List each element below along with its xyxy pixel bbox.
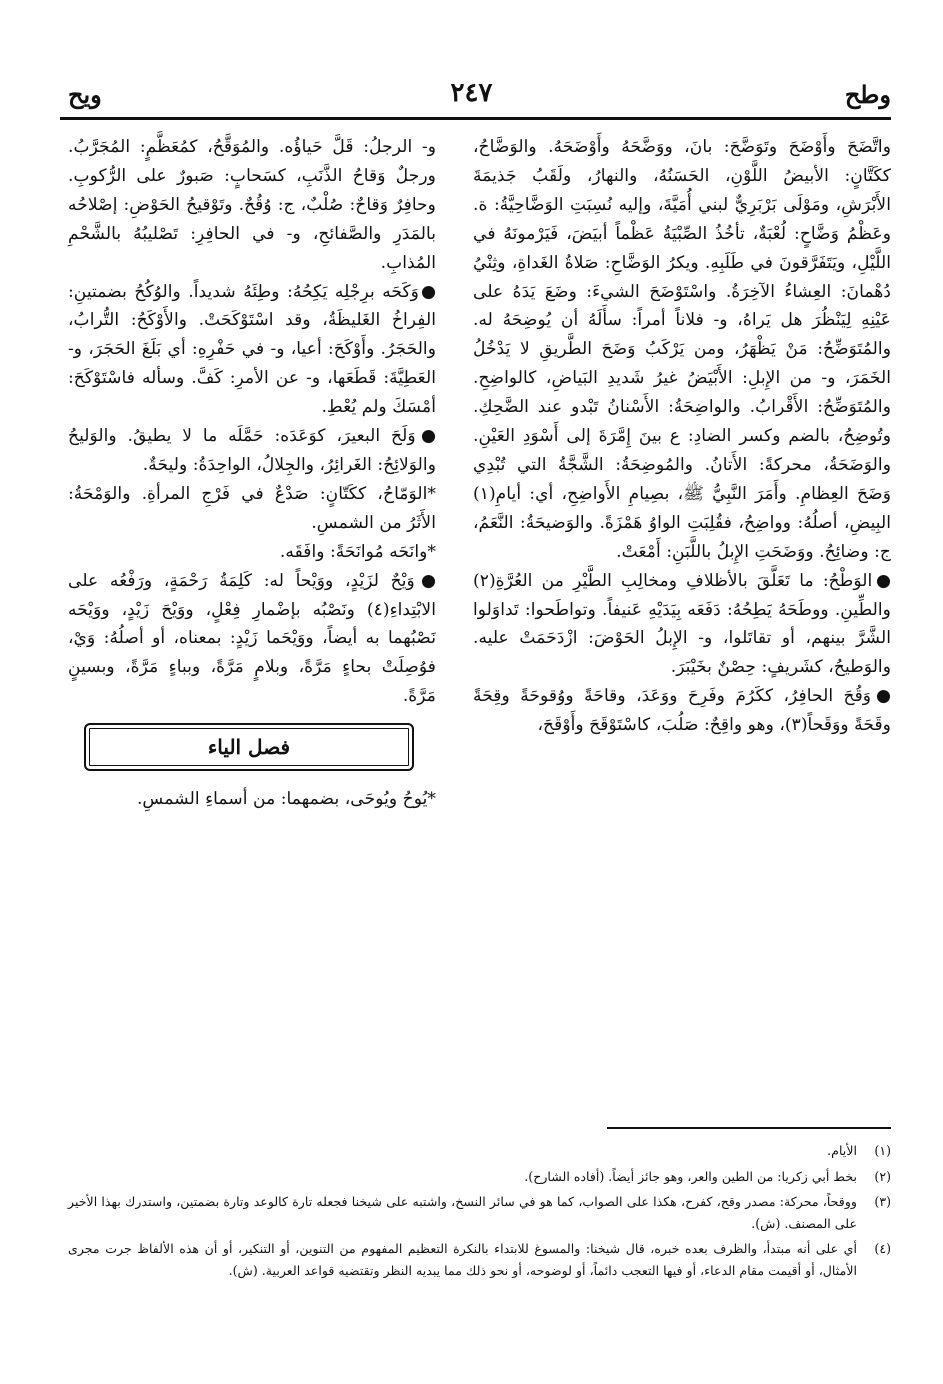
right-column <box>473 133 891 740</box>
footnote-rule <box>607 1127 891 1129</box>
entry-wadaha: واتَّضَحَ وأَوْضَحَ وتَوَضَّحَ: بانَ، ووَضَّحَهُ وأَوْضَحَهُ. والوَضَّاحُ، ككَتَّانٍ: الأبيضُ اللَّوْنِ، الحَسَنُهُ، والنهارُ، ولَقَبُ جَذيمَةَ الأَبْرَشِ، ومَوْلَى بَرْبَرِيٌّ لبني أُمَيَّةَ، وإليه نُسِبَتِ الوَضَّاحِيَّةُ: ة. وعَظْمُ وَضَّاحٍ: لُعْبَةٌ، تأخُذُ الصِّبْيَةُ عَظْماً أبيَضَ، فَيَرْمونَهُ في اللَّيْلِ، ويَتَفَرَّقونَ في طَلَبِهِ. ويكرُ الوَضَّاحِ: صَلاةُ الغَداةِ، وثِنْيُ دُهْمانَ: العِشاءُ الآخِرَةُ. واسْتَوْضَحَ الشيءَ: وضَعَ يَدَهُ على عَيْنِهِ لِيَنْظُرَ هل يَراهُ، و- فلاناً أمراً: سأَلَهُ أن يُوضِحَهُ له. والمُتَوَضِّحُ: مَنْ يَظْهَرُ، ومن يَرْكَبُ وَضَحَ الطَّريقِ لا يَدْخُلُ الخَمَرَ، و- من الإِبلِ: الأَبْيَضُ غيرُ شَديدِ البَياضِ، كالواضِحِ. والمُتَوَضِّحُ: الأَقْرابُ. والواضِحَةُ: الأَسْنانُ تَبْدو عند الضَّحِكِ. وتُوضِحُ، بالضم وكسر الضادِ: ع بينَ إِمَّرَةَ إلى أَسْوَدِ العَيْنِ. والوَضَحَةُ، محركةً: الأَتانُ. والمُوضِحَةُ: الشَّجَّةُ التي تُبْدِي وَضَحَ العِظامِ. وأَمَرَ النَّبِيُّ ﷺ، بصِيامِ الأَواضِحِ، أي: أيامِ(١) البِيضِ، أصلُهُ: وواضِحُ، فقُلِبَتِ الواوُ هَمْزَةً. والوَضيحَةُ: النَّعَمُ، ج: وضائِحُ. ووَضَحَتِ الإِبلُ باللَّبَنِ: أَمْعَتْ. <box>473 137 891 562</box>
left-column <box>68 133 436 814</box>
header-left-word: ويح <box>68 80 102 109</box>
footnote-number: (٣) <box>874 1194 891 1209</box>
footnote-text: أي على أنه مبتدأ، والظرف بعده خبره، قال شيخنا: والمسوغ للابتداء بالنكرة التعظيم المفهوم من التنوين، أو التنكير، أو أن هذه الألفاظ جرت مجرى الأمثال، أو أقيمت مقام الدعاء، أو فيها التعجب دائماً، أو لوضوحه، أو نحو ذلك مما يبديه النظر وتقتضيه قواعد العربية. (ش). <box>68 1241 857 1278</box>
footnote <box>68 1166 891 1188</box>
entry-yuh: *يُوحُ ويُوحَى، بضمهما: من أسماءِ الشمسِ. <box>136 789 436 810</box>
footnotes <box>68 1140 891 1285</box>
footnote <box>68 1140 891 1162</box>
footnote-text: بخط أبي زكريا: من الطين والعر، وهو جائز أيضاً. (أفاده الشارح). <box>524 1168 857 1184</box>
footnote-text: ووقحاً، محركة: مصدر وقح، كفرح، هكذا على الصواب، كما هو في سائر النسخ، واشتبه على شيخنا فجعله تارة كالوعد وتارة بضمتين، واستدرك بهذا الأخير على المصنف. (ش). <box>68 1194 857 1231</box>
entry-wanaha: *وانَحَه مُوانَحَةً: وافَقَه. <box>279 541 436 562</box>
section-title: فصل الياء <box>207 734 291 759</box>
page-number: ٢٤٧ <box>450 78 493 108</box>
footnote-number: (٤) <box>874 1241 891 1256</box>
footnote-number: (١) <box>874 1143 891 1158</box>
entry-wammah: *الوَمّاحُ، ككَتّانٍ: صَدْعٌ في فَرْجِ المرأةِ. والوَمْحَةُ: الأَثَرُ من الشمسِ. <box>68 483 436 533</box>
entry-waqaha-cont: و- الرجلُ: قَلَّ حَياؤُه. والمُوَقَّحُ، كمُعَظَّمٍ: المُجَرَّبُ. ورجلٌ وَقاحُ الذَّنَبِ، كسَحابٍ: صَبورٌ على الرُّكوبِ. وحافِرٌ وَقاحٌ: صُلْبٌ، ج: وُقُحٌ. وتَوْقيحُ الحَوْضِ: إصْلاحُه بالمَدَرِ والصَّفائحِ، و- في الحافِرِ: تَصْليبُهُ بالشَّحْمِ المُذابِ. <box>68 137 436 273</box>
section-header-box <box>84 723 414 771</box>
entry-wakaha: ●وَكَحَه برِجْلِه يَكِحُهُ: وطِئَهُ شديداً. والوُكُحُ بضمتينِ: الفِراخُ الغَليظَةُ، وقد اسْتَوْكَحَتْ. والأَوْكَحُ: التُّرابُ، والحَجَرُ. وأَوْكَحَ: أعيا، و- في حَفْرِهِ: أي بَلَغَ الحَجَرَ، و- العَطِيَّةَ: قَطَعَها، و- عن الأمرِ: كَفَّ. وسأله فاسْتَوْكَحَ: أمْسَكَ ولم يُعْطِ. <box>68 281 436 418</box>
footnote <box>68 1191 891 1234</box>
header-rule <box>60 117 891 120</box>
entry-watha: ●الوَطْحُ: ما تَعَلَّقَ بالأظلافِ ومخالِبِ الطَّيْرِ من العُرَّةِ(٢) والطِّينِ. ووطَحَهُ يَطِحُهُ: دَفَعَه بِيَدَيْهِ عَنيفاً. وتواطَحوا: تَداوَلوا الشَّرَّ بينهم، أو تقاتَلوا، و- الإِبلُ الحَوْضَ: ازْدَحَمَتْ عليه. والوَطيحُ، كشَريفٍ: حِصْنٌ بخَيْبَرَ. <box>473 570 891 678</box>
footnote-number: (٢) <box>874 1168 891 1184</box>
footnote-text: الأيام. <box>827 1143 857 1158</box>
entry-walaha: ●وَلَحَ البعيرَ، كوَعَدَه: حَمَّلَه ما لا يطيقُ. والوَليحُ والوَلائِحُ: الغَرائِرُ، والجِلالُ، الواحِدَةُ: وليحَةٌ. <box>68 426 436 475</box>
entry-waqaha: ●وَقُحَ الحافِرُ، ككَرُمَ وفَرِحَ ووَعَدَ، وقاحَةً ووُقوحَةً وقِحَةً وقَحَةً ووَقَحاً(٣)، وهو واقِحٌ: صَلُبَ، كاسْتَوْقَحَ وأَوْقَحَ، <box>473 686 891 736</box>
footnote <box>68 1238 891 1281</box>
entry-wayh: ●وَيْحٌ لزَيْدٍ، ووَيْحاً له: كَلِمَةُ رَحْمَةٍ، ورَفْعُه على الابْتِداءِ(٤) ونَصْبُه بإضْمارِ فِعْلٍ، ووَيْحَ زَيْدٍ، ووَيْحَه نَصْبُهما به أيضاً، ووَيْحَما زَيْدٍ: بمعناه، أو أصلُهُ: وَيْ، فوُصِلَتْ بحاءٍ مَرَّةً، وبلامٍ مَرَّةً، وبباءٍ مَرَّةً، وبسينٍ مَرَّةً. <box>68 570 436 707</box>
header-right-word: وطح <box>844 80 891 109</box>
